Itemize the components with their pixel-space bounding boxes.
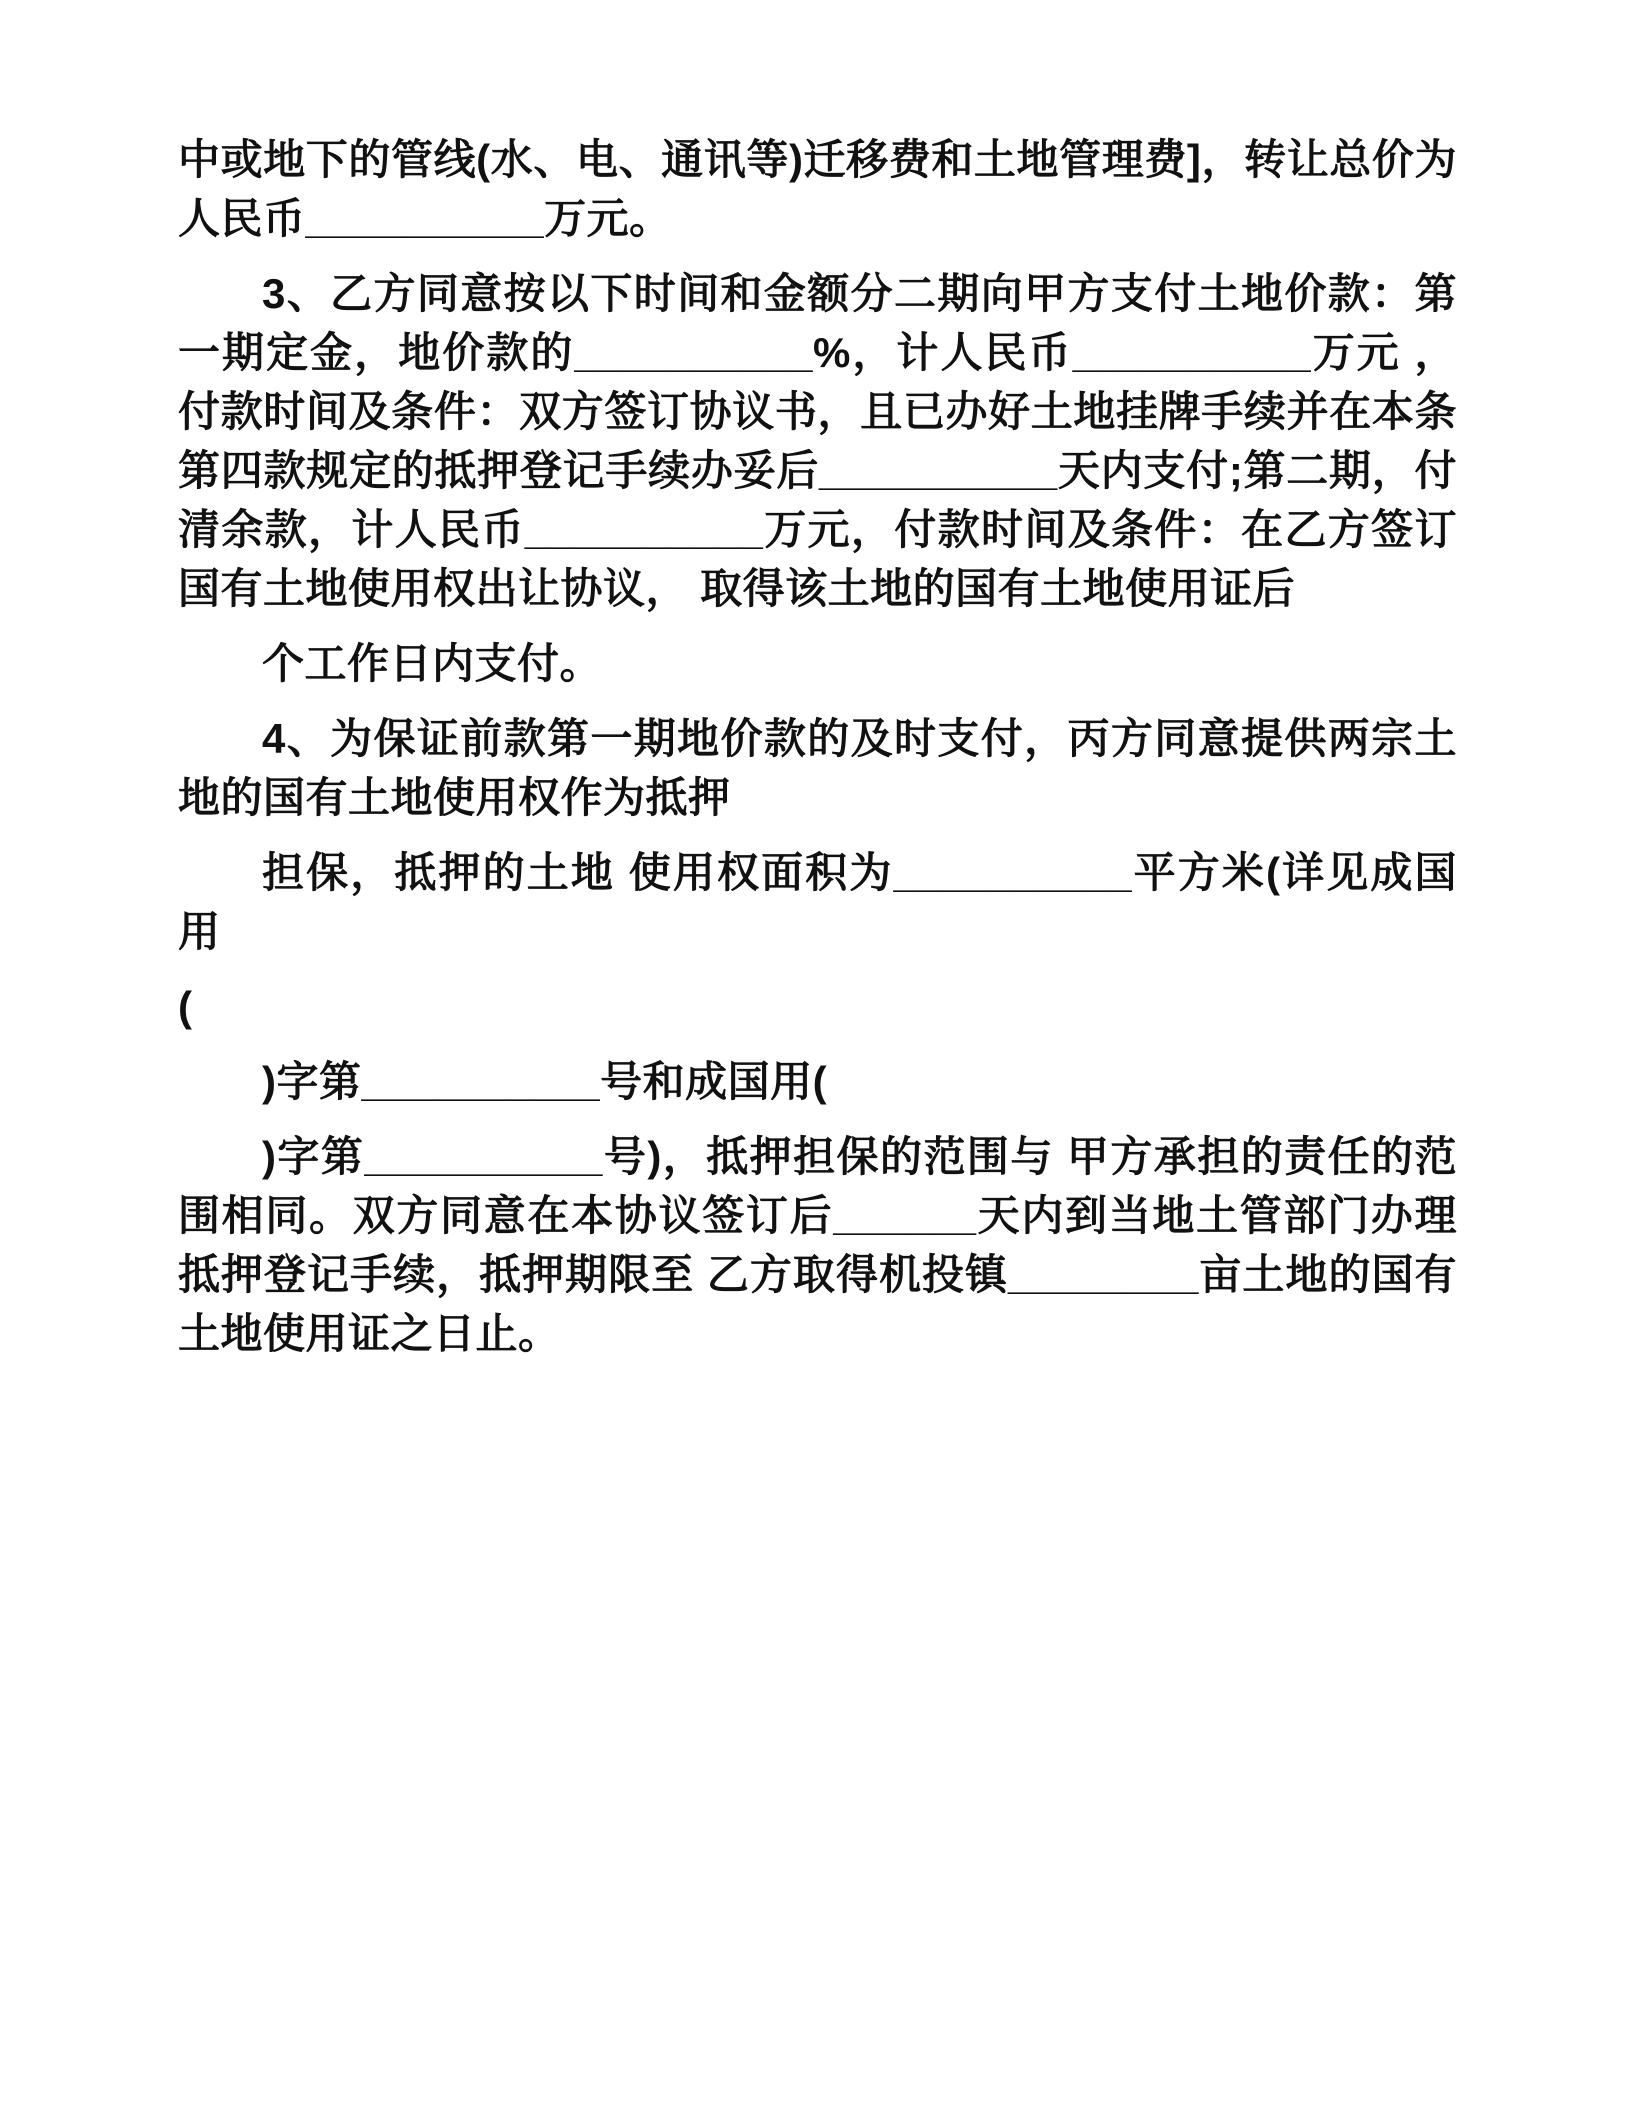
paragraph-transfer-total-price: 中或地下的管线(水、电、通讯等)迁移费和土地管理费]，转让总价为人民币__________万元。 <box>178 136 1457 242</box>
paragraph-certificate-number-2-and-registration: )字第__________号)，抵押担保的范围与 甲方承担的责任的范围相同。双方同意在本协议签订后______天内到当地土管部门办理抵押登记手续，抵押期限至 乙方取得机投镇________亩土地的国有土地使用证之日止。 <box>178 1133 1457 1357</box>
paragraph-working-days-payment: 个工作日内支付。 <box>262 640 603 687</box>
paragraph-certificate-number-1: )字第__________号和成国用( <box>262 1058 828 1105</box>
paragraph-open-paren: ( <box>178 983 193 1030</box>
paragraph-mortgage-land-area: 担保，抵押的土地 使用权面积为__________平方米(详见成国用 <box>178 849 1457 955</box>
paragraph-clause-3-payment-terms: 3、乙方同意按以下时间和金额分二期向甲方支付土地价款：第一期定金，地价款的__________%，计人民币__________万元 ，付款时间及条件：双方签订协议书，且已办好土地挂牌手续并在本条第四款规定的抵押登记手续办妥后__________天内支付;第二期，付清余款，计人民币__________万元，付款时间及条件：在乙方签订国有土地使用权出让协议， 取得该土地的国有土地使用证后 <box>178 270 1457 612</box>
paragraph-clause-4-mortgage-guarantee: 4、为保证前款第一期地价款的及时支付，丙方同意提供两宗土地的国有土地使用权作为抵押 <box>178 715 1457 821</box>
